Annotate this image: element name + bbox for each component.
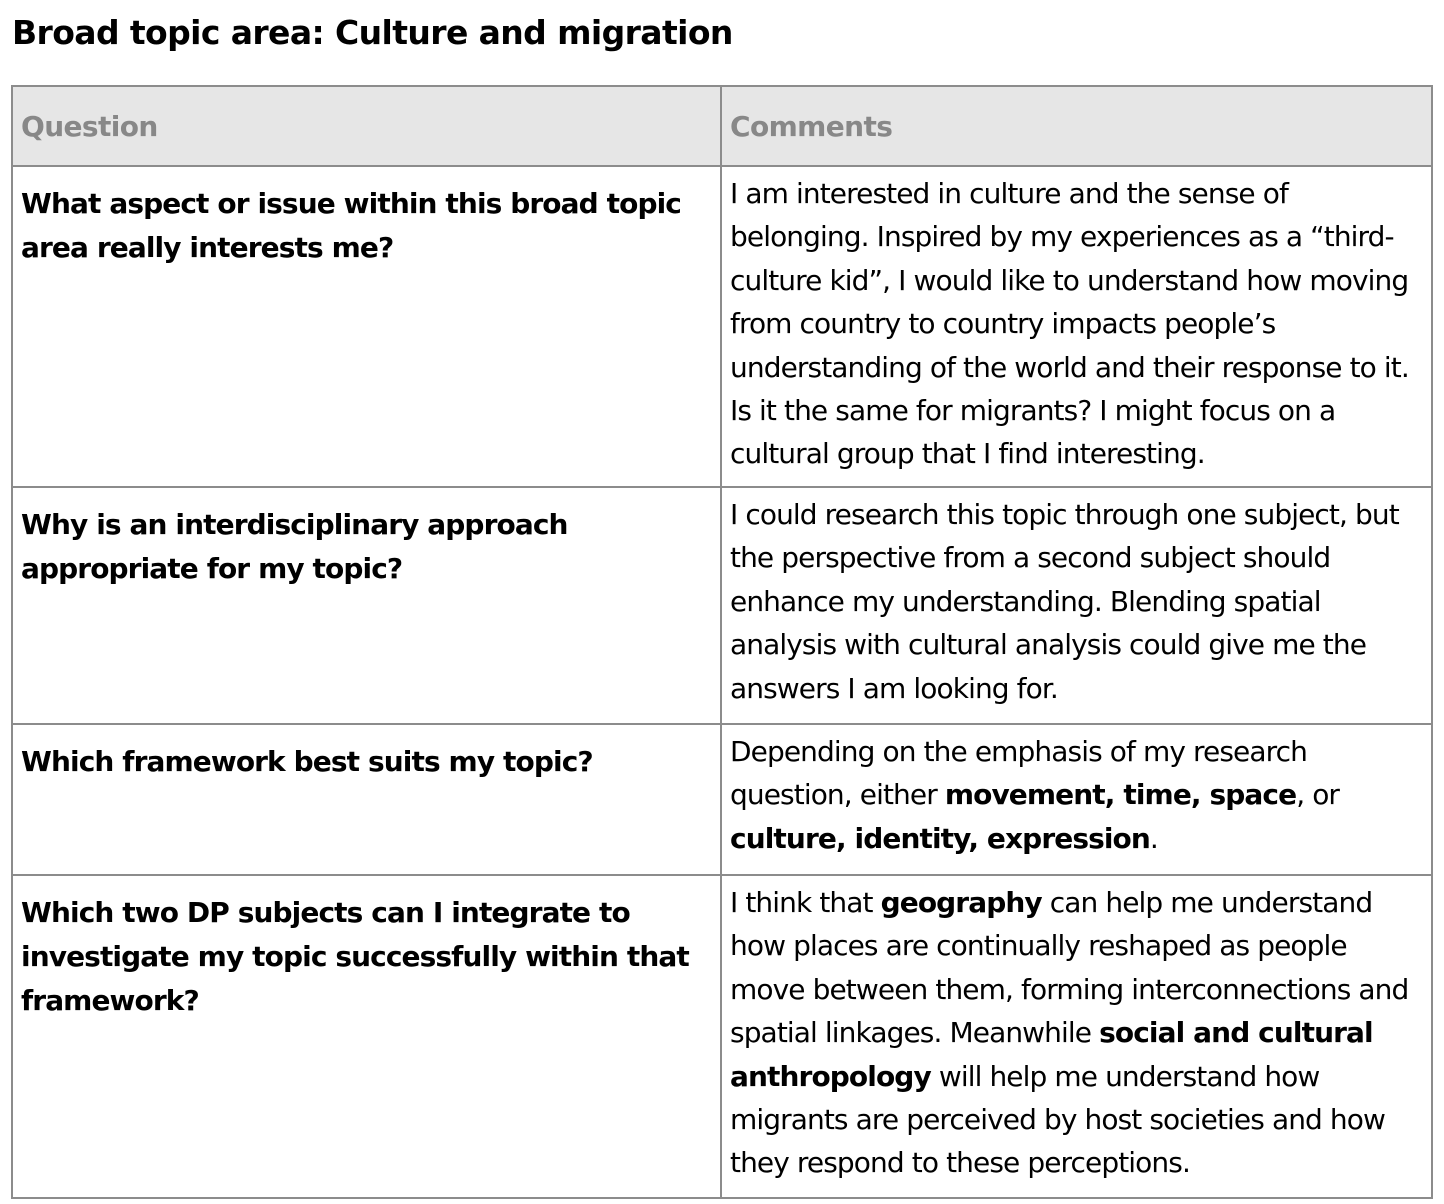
comment-cell: I could research this topic through one subject, but the perspective from a second subject should enhance my understanding. Blending spatial analysis with cultural analysis could give me the answers I am looking for. bbox=[721, 487, 1432, 724]
comment-cell bbox=[721, 875, 1432, 1198]
table-header-row bbox=[12, 86, 1432, 166]
framework-emphasis-2: culture, identity, expression bbox=[730, 821, 1150, 855]
question-column-header: Question bbox=[12, 86, 721, 166]
question-cell: Which two DP subjects can I integrate to investigate my topic successfully within that framework? bbox=[12, 875, 721, 1198]
question-cell: Which framework best suits my topic? bbox=[12, 724, 721, 875]
comment-text: can help me understand how places are continually reshaped as people move between them, forming interconnections and spatial linkages. Meanwhile bbox=[730, 886, 1409, 1050]
comment-text: I think that bbox=[730, 886, 881, 919]
table-row bbox=[12, 875, 1432, 1198]
comment-text: Depending on the emphasis of my research question, either bbox=[730, 735, 1307, 812]
comment-text: , or bbox=[1296, 778, 1340, 812]
table-row bbox=[12, 724, 1432, 875]
page-title: Broad topic area: Culture and migration bbox=[12, 13, 733, 52]
comments-column-header: Comments bbox=[721, 86, 1432, 166]
subject-geography: geography bbox=[880, 886, 1042, 919]
question-cell: Why is an interdisciplinary approach appropriate for my topic? bbox=[12, 487, 721, 724]
comment-text: . bbox=[1149, 821, 1158, 855]
framework-emphasis-1: movement, time, space bbox=[944, 778, 1297, 812]
comment-cell bbox=[721, 724, 1432, 875]
table-row bbox=[12, 487, 1432, 724]
comment-text: will help me understand how migrants are perceived by host societies and how they respond to these perceptions. bbox=[730, 1059, 1385, 1180]
comment-cell: I am interested in culture and the sense of belonging. Inspired by my experiences as a “third-culture kid”, I would like to understand how moving from country to country impacts people’s understanding of the world and their response to it. Is it the same for migrants? I might focus on a cultural group that I find interesting. bbox=[721, 166, 1432, 487]
topic-table bbox=[11, 85, 1433, 1199]
question-cell: What aspect or issue within this broad topic area really interests me? bbox=[12, 166, 721, 487]
table-row bbox=[12, 166, 1432, 487]
subject-anthropology: social and cultural anthropology bbox=[730, 1016, 1373, 1093]
